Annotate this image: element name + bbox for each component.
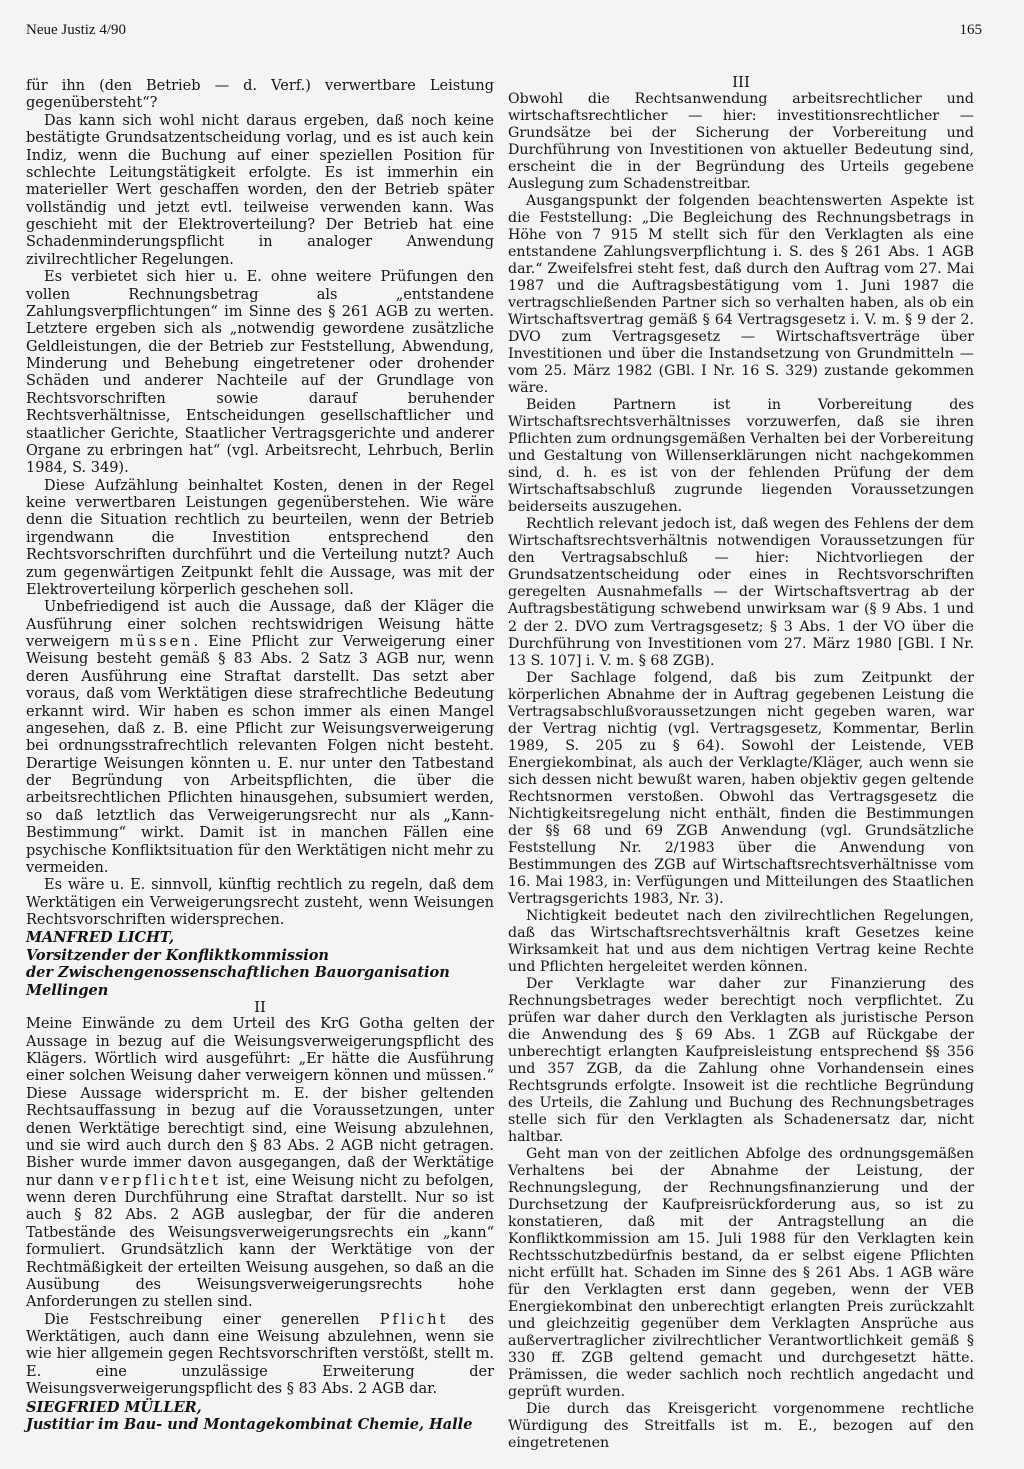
emphasis-text: müssen [119,634,194,650]
paragraph: Das kann sich wohl nicht daraus ergeben, daß noch keine bestätigte Grundsatzentscheidung vorlag, und es ist auch kein Indiz, wenn die Buchung auf einer speziellen Position für schlechte Leitungstätigkeit erfolgte. Es ist immerhin ein materieller Wert geschaffen worden, den der Betrieb später vollständig und jetzt evtl. teilweise verwenden kann. Was geschieht mit der Elektroverteilung? Der Betrieb hat eine Schadenminderungspflicht in analoger Anwendung zivilrechtlicher Regelungen. [26,112,494,268]
page-header [26,22,982,44]
paragraph: für ihn (den Betrieb — d. Verf.) verwertbare Leistung gegenübersteht“? [26,78,494,112]
paragraph: Ausgangspunkt der folgenden beachtenswerten Aspekte ist die Feststellung: „Die Begleichung des Rechnungsbetrags in Höhe von 7 915 M stellt sich für den Verklagten als eine entstandene Zahlungsverpflichtung i. S. des § 261 Abs. 1 AGB dar.“ Zweifelsfrei steht fest, daß durch den Auftrag vom 27. Mai 1987 und die Auftragsbestätigung vom 1. Juni 1987 die vertragschließenden Partner sich so verhalten haben, als ob ein Wirtschaftsvertrag gemäß § 64 Vertragsgesetz i. V. m. § 9 der 2. DVO zum Vertragsgesetz — Wirtschaftsverträge über Investitionen und über die Instandsetzung von Grundmitteln — vom 25. März 1982 (GBl. I Nr. 16 S. 329) zustande gekommen wäre. [508,193,974,397]
paragraph-text: ist, eine Weisung nicht zu befolgen, wenn deren Durchführung eine Straftat darstellt. Nur so ist auch § 82 Abs. 2 AGB auslegbar, der für die anderen Tatbestände des Weisungsverweigerungsrechts ein „kann“ formuliert. Grundsätzlich kann der Werktätige von der Rechtmäßigkeit der erteilten Weisung ausgehen, so daß an die Ausübung des Weisungsverweigerungsrechts hohe Anforderungen zu stellen sind. [26,1172,495,1311]
paragraph: Es verbietet sich hier u. E. ohne weitere Prüfungen den vollen Rechnungsbetrag als „entstandene Zahlungsverpflichtungen“ im Sinne des § 261 AGB zu werten. Letztere ergeben sich als „notwendig gewordene zusätzliche Geldleistungen, die der Betrieb zur Feststellung, Abwendung, Minderung und Behebung eingetretener oder drohender Schäden und anderer Nachteile auf der Grundlage von Rechtsvorschriften sowie darauf beruhender Rechtsverhältnisse, Entscheidungen gesellschaftlicher und staatlicher Gerichte, Staatlicher Vertragsgerichte und anderer Organe zu erbringen hat“ (vgl. Arbeitsrecht, Lehrbuch, Berlin 1984, S. 349). [26,269,494,477]
paragraph-text: des Werktätigen, auch dann eine Weisung abzulehnen, wenn sie wie hier allgemein gegen Rechtsvorschriften verstößt, stellt m. E. eine unzulässige Erweiterung der Weisungsverweigerungspflicht des § 83 Abs. 2 AGB dar. [26,1311,495,1398]
emphasis-text: Pflicht [379,1311,449,1328]
paragraph: Der Verklagte war daher zur Finanzierung des Rechnungsbetrages weder berechtigt noch verpflichtet. Zu prüfen war daher durch den Verklagten als juristische Person die Anwendung des § 69 Abs. 1 ZGB auf Rückgabe der unberechtigt erlangten Kaufpreisleistung entsprechend §§ 356 und 357 ZGB, da die Zahlung ohne Vorhandensein eines Rechtsgrunds erfolgte. Insoweit ist die rechtliche Begründung des Urteils, die Zahlung und Buchung des Rechnungsbetrages stelle sich für den Verklagten als Schadenersatz dar, nicht haltbar. [508,975,974,1145]
right-column [508,74,974,1452]
section-heading: II [254,997,266,1016]
paragraph-text: Die Festschreibung einer generellen [44,1311,360,1328]
author-role: der Zwischengenossenschaftlichen Bauorganisation Mellingen [26,964,450,999]
paragraph-text: Meine Einwände zu dem Urteil des KrG Gotha gelten der Aussage in bezug auf die Weisungsverweigerungspflicht des Klägers. Wörtlich wird ausgeführt: „Er hätte die Ausführung einer solchen Weisung daher verweigern können und müssen.“ Diese Aussage widerspricht m. E. der bisher geltenden Rechtsauffassung in bezug auf die Voraussetzungen, unter denen Werktätige berechtigt sind, eine Weisung abzulehnen, und sie wird auch durch den § 83 Abs. 2 AGB nicht getragen. Bisher wurde immer davon ausgegangen, daß der Werktätige nur dann [26,1016,494,1189]
paragraph-text: . Eine Pflicht zur Verweigerung einer Weisung besteht gemäß § 83 Abs. 2 Satz 3 AGB nur, wenn deren Ausführung eine Straftat darstellt. Das setzt aber voraus, daß vom Werktätigen diese strafrechtliche Bedeutung erkannt wird. Wir haben es schon immer als einen Mangel angesehen, daß z. B. eine Pflicht zur Weisungsverweigerung bei ordnungsstrafrechtlich relevanten Folgen nicht besteht. Derartige Weisungen könnten u. E. nur unter den Tatbestand der Begründung von Arbeitspflichten, die über die arbeitsrechtlichen Pflichten hinausgehen, subsumiert werden, so daß letztlich das Verweigerungsrecht nur als „Kann-Bestimmung“ wirkt. Damit ist in manchen Fällen eine psychische Konfliktsituation für den Werktätigen nicht mehr zu vermeiden. [26,634,494,876]
emphasis-text: verpflichtet [99,1172,222,1189]
section-heading: III [732,73,750,91]
paragraph: Obwohl die Rechtsanwendung arbeitsrechtlicher und wirtschaftsrechtlicher — hier: investitionsrechtlicher — Grundsätze bei der Sicherung der Vorbereitung und Durchführung von Investitionen von aktueller Bedeutung sind, erscheint die in der Begründung des Urteils gegebene Auslegung zum Schadenstreitbar. [508,91,974,193]
paragraph: Es wäre u. E. sinnvoll, künftig rechtlich zu regeln, daß dem Werktätigen ein Verweigerungsrecht zusteht, wenn Weisungen Rechtsvorschriften widersprechen. [26,877,494,928]
paragraph [26,599,494,877]
left-column [26,78,494,1433]
paragraph: Rechtlich relevant jedoch ist, daß wegen des Fehlens der dem Wirtschaftsrechtsverhältnis notwendigen Voraussetzungen für den Vertragsabschluß — hier: Nichtvorliegen der Grundsatzentscheidung oder eines in Rechtsvorschriften geregelten Ausnahmefalls — der Wirtschaftsvertrag ab der Auftragsbestätigung schwebend unwirksam war (§ 9 Abs. 1 und 2 der 2. DVO zum Vertragsgesetz; § 3 Abs. 1 der VO über die Durchführung von Investitionen vom 27. März 1980 [GBl. I Nr. 13 S. 107] i. V. m. § 68 ZGB). [508,516,974,669]
paragraph: Geht man von der zeitlichen Abfolge des ordnungsgemäßen Verhaltens bei der Abnahme der Leistung, der Rechnungslegung, der Rechnungsfinanzierung und der Durchsetzung der Kaufpreisrückforderung aus, so ist zu konstatieren, daß mit der Antragstellung an die Konfliktkommission am 15. Juli 1988 für den Verklagten kein Rechtsschutzbedürfnis bestand, da er selbst eigene Pflichten nicht erfüllt hat. Schaden im Sinne des § 261 Abs. 1 AGB wäre für den Verklagten erst dann gegeben, wenn der VEB Energiekombinat den unberechtigt erlangten Preis zurückzahlt und gleichzeitig gegenüber dem Verklagten Ansprüche aus außervertraglicher zivilrechtlicher Verantwortlichkeit gemäß § 330 ff. ZGB geltend gemacht und durchgesetzt hätte. Prämissen, die weder sachlich noch rechtlich angedacht und geprüft wurden. [508,1145,974,1401]
paragraph: Beiden Partnern ist in Vorbereitung des Wirtschaftsrechtsverhältnisses vorzuwerfen, daß sie ihren Pflichten zum ordnungsgemäßen Verhalten bei der Vorbereitung und Gestaltung von Willenserklärungen nicht nachgekommen sind, d. h. es ist von der fehlenden Prüfung der dem Wirtschaftsabschluß zugrunde liegenden Voraussetzungen beiderseits auszugehen. [508,397,974,516]
paragraph: Nichtigkeit bedeutet nach den zivilrechtlichen Regelungen, daß das Wirtschaftsrechtsverhältnis kraft Gesetzes keine Wirksamkeit hat und aus dem nichtigen Vertrag keine Rechte und Pflichten hergeleitet werden können. [508,907,974,975]
paragraph: Die durch das Kreisgericht vorgenommene rechtliche Würdigung des Streitfalls ist m. E., bezogen auf den eingetretenen [508,1401,974,1452]
author-role: Justitiar im Bau- und Montagekombinat Chemie, Halle [26,1415,473,1433]
author-role: Vorsitzender der Konfliktkommission [26,946,329,964]
author-name: MANFRED LICHT, [26,929,175,947]
paragraph-text: Unbefriedigend ist auch die Aussage, daß der Kläger die Ausführung einer solchen rechtswidrigen Weisung hätte verweigern [26,599,494,650]
journal-issue: Neue Justiz 4/90 [26,22,126,38]
page-number: 165 [959,22,982,38]
paragraph: Der Sachlage folgend, daß bis zum Zeitpunkt der körperlichen Abnahme der in Auftrag gegebenen Leistung die Vertragsabschlußvoraussetzungen nicht gegeben waren, war der Vertrag nichtig (vgl. Vertragsgesetz, Kommentar, Berlin 1989, S. 205 zu § 64). Sowohl der Leistende, VEB Energiekombinat, als auch der Verklagte/Kläger, auch wenn sie sich dessen nicht bewußt waren, haben objektiv gegen geltende Rechtsnormen verstoßen. Obwohl das Vertragsgesetz die Nichtigkeitsregelung nicht enthält, finden die Bestimmungen der §§ 68 und 69 ZGB Anwendung (vgl. Grundsätzliche Feststellung Nr. 2/1983 über die Anwendung von Bestimmungen des ZGB auf Wirtschaftsrechtsverhältnisse vom 16. Mai 1983, in: Verfügungen und Mitteilungen des Staatlichen Vertragsgerichts 1983, Nr. 3). [508,669,974,907]
paragraph: Diese Aufzählung beinhaltet Kosten, denen in der Regel keine verwertbaren Leistungen gegenüberstehen. Wie wäre denn die Situation rechtlich zu beurteilen, wenn der Betrieb irgendwann die Investition entsprechend den Rechtsvorschriften durchführt und die Verteilung nutzt? Auch zum gegenwärtigen Zeitpunkt fehlt die Aussage, was mit der Elektroverteilung körperlich geschehen soll. [26,477,494,598]
paragraph [26,1016,494,1311]
author-name: SIEGFRIED MÜLLER, [26,1398,202,1416]
paragraph [26,1312,494,1399]
